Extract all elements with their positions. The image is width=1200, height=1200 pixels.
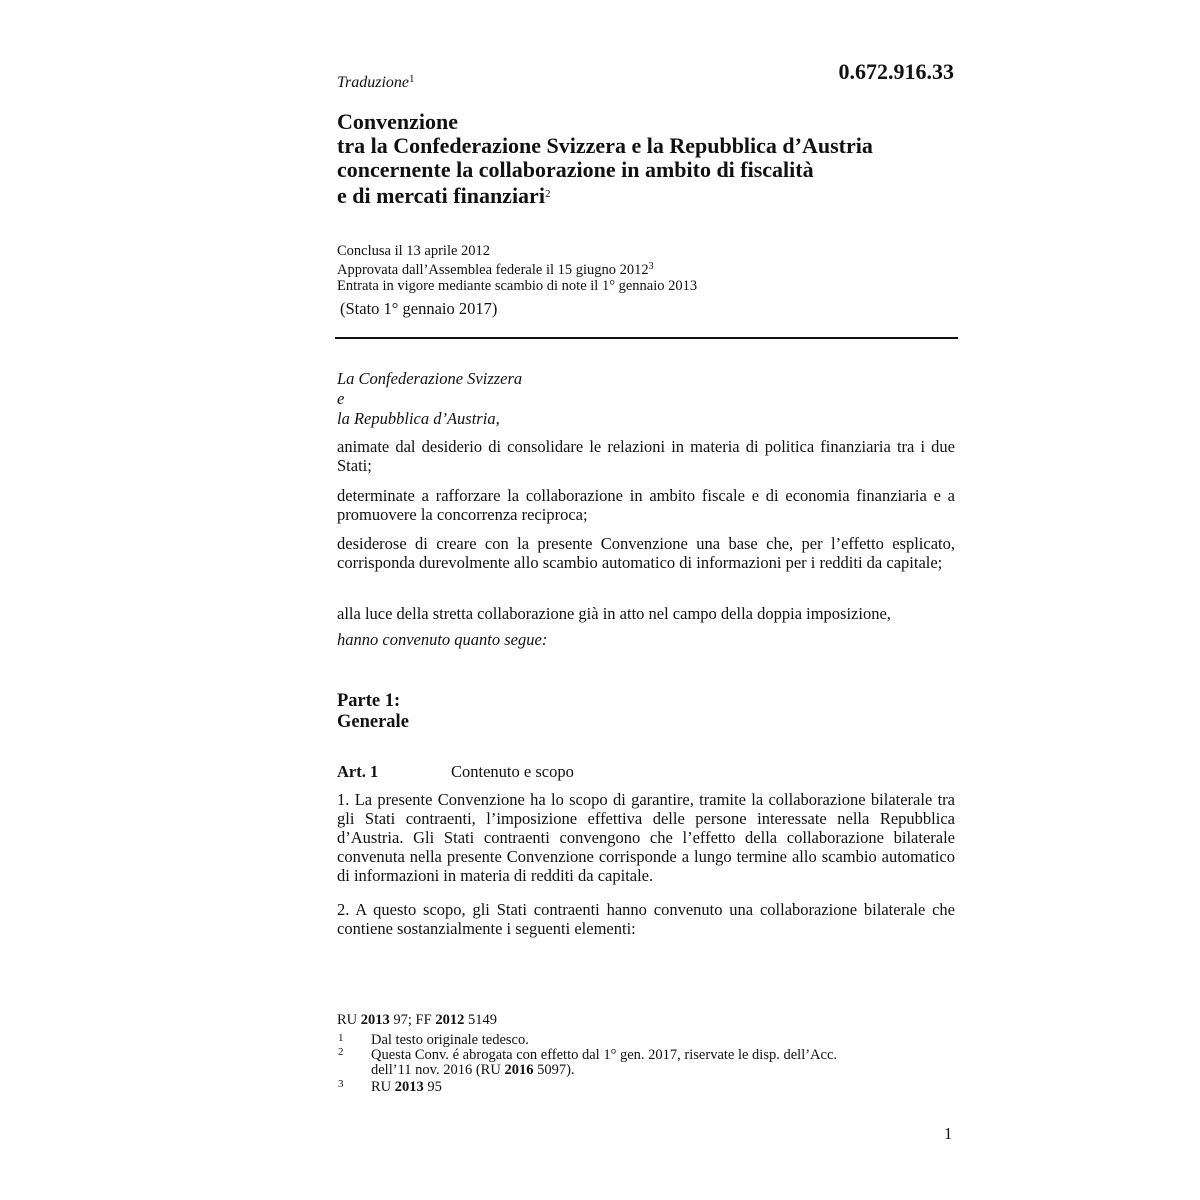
- part-name: Generale: [337, 712, 409, 732]
- footnote-2-text-line-2: [371, 1063, 575, 1077]
- publication-reference: [337, 1012, 497, 1029]
- footnote-3-text: [371, 1080, 442, 1094]
- preamble-closing: hanno convenuto quanto segue:: [337, 630, 548, 649]
- footnote-ref-1[interactable]: 1: [409, 73, 415, 85]
- footnote-2-number: 2: [338, 1046, 344, 1058]
- footnote-3-number: 3: [338, 1078, 344, 1090]
- page-number: 1: [944, 1124, 953, 1143]
- preamble-clause-2: determinate a rafforzare la collaborazione in ambito fiscale e di economia finanziaria e a promuovere la concorrenza reciproca;: [337, 486, 955, 524]
- title-line-3: concernente la collaborazione in ambito di fiscalità: [337, 157, 814, 182]
- ref-ff-year: 2012: [435, 1012, 465, 1028]
- preamble-conjunction: e: [337, 389, 345, 408]
- ref-ru-page: 97; FF: [393, 1012, 432, 1028]
- preamble-clause-1: animate dal desiderio di consolidare le relazioni in materia di politica finanziaria tra i due Stati;: [337, 437, 955, 475]
- preamble-party-1: La Confederazione Svizzera: [337, 369, 523, 388]
- date-in-force: Entrata in vigore mediante scambio di note il 1° gennaio 2013: [337, 278, 698, 294]
- title-line-4: [337, 182, 977, 208]
- footnote-3-text-pre: RU: [371, 1079, 392, 1095]
- preamble-party-2: la Repubblica d’Austria,: [337, 409, 500, 428]
- translation-label: [337, 73, 415, 92]
- footnote-ref-2[interactable]: 2: [544, 188, 551, 200]
- footnote-2-text-pre: dell’11 nov. 2016 (RU: [371, 1062, 501, 1078]
- sr-number: 0.672.916.33: [838, 59, 954, 84]
- document-title: [337, 110, 977, 208]
- footnote-2-text-line-1: Questa Conv. é abrogata con effetto dal 1° gen. 2017, riservate le disp. dell’Acc.: [371, 1047, 838, 1063]
- title-line-4-text: e di mercati finanziari: [337, 183, 545, 208]
- footnote-ref-3[interactable]: 3: [648, 261, 654, 272]
- article-title: Contenuto e scopo: [451, 762, 574, 781]
- preamble-clause-3: desiderose di creare con la presente Convenzione una base che, per l’effetto esplicato, corrisponda durevolmente allo scambio automatico di informazioni per i redditi da capitale;: [337, 534, 955, 572]
- article-label: Art. 1: [337, 762, 379, 781]
- article-paragraph-1: 1. La presente Convenzione ha lo scopo di garantire, tramite la collaborazione bilaterale tra gli Stati contraenti, l’imposizione effettiva delle persone interessate nella Repubblica d’Austria. Gli Stati contraenti convengono che l’effetto della collaborazione bilaterale convenuta nella presente Convenzione corrisponde a lungo termine allo scambio automatico di informazioni in materia di redditi da capitale.: [337, 790, 955, 885]
- ref-ff-page: 5149: [467, 1012, 497, 1028]
- translation-label-text: Traduzione: [337, 74, 410, 91]
- title-line-2: tra la Confederazione Svizzera e la Repubblica d’Austria: [337, 133, 873, 158]
- preamble-clause-4: alla luce della stretta collaborazione già in atto nel campo della doppia imposizione,: [337, 604, 891, 623]
- article-paragraph-2: 2. A questo scopo, gli Stati contraenti hanno convenuto una collaborazione bilaterale che contiene sostanzialmente i seguenti elementi:: [337, 900, 955, 938]
- footnote-2-year: 2016: [504, 1062, 534, 1078]
- footnote-1-text: Dal testo originale tedesco.: [371, 1032, 529, 1048]
- document-dates: [337, 243, 697, 294]
- part-heading: [337, 691, 409, 733]
- footnote-2-text-post: 5097).: [537, 1062, 575, 1078]
- title-line-1: Convenzione: [337, 109, 458, 134]
- date-approved-text: Approvata dall’Assemblea federale il 15 giugno 2012: [337, 262, 649, 278]
- date-approved: [337, 259, 697, 278]
- document-status: (Stato 1° gennaio 2017): [340, 299, 498, 318]
- header-divider: [335, 337, 958, 339]
- part-number: Parte 1:: [337, 691, 401, 711]
- ref-ru-year: 2013: [360, 1012, 390, 1028]
- ref-ru-prefix: RU: [337, 1012, 358, 1028]
- footnote-3-year: 2013: [394, 1079, 424, 1095]
- date-concluded: Conclusa il 13 aprile 2012: [337, 243, 491, 259]
- footnote-1-number: 1: [338, 1032, 344, 1044]
- footnote-3-text-post: 95: [427, 1079, 442, 1095]
